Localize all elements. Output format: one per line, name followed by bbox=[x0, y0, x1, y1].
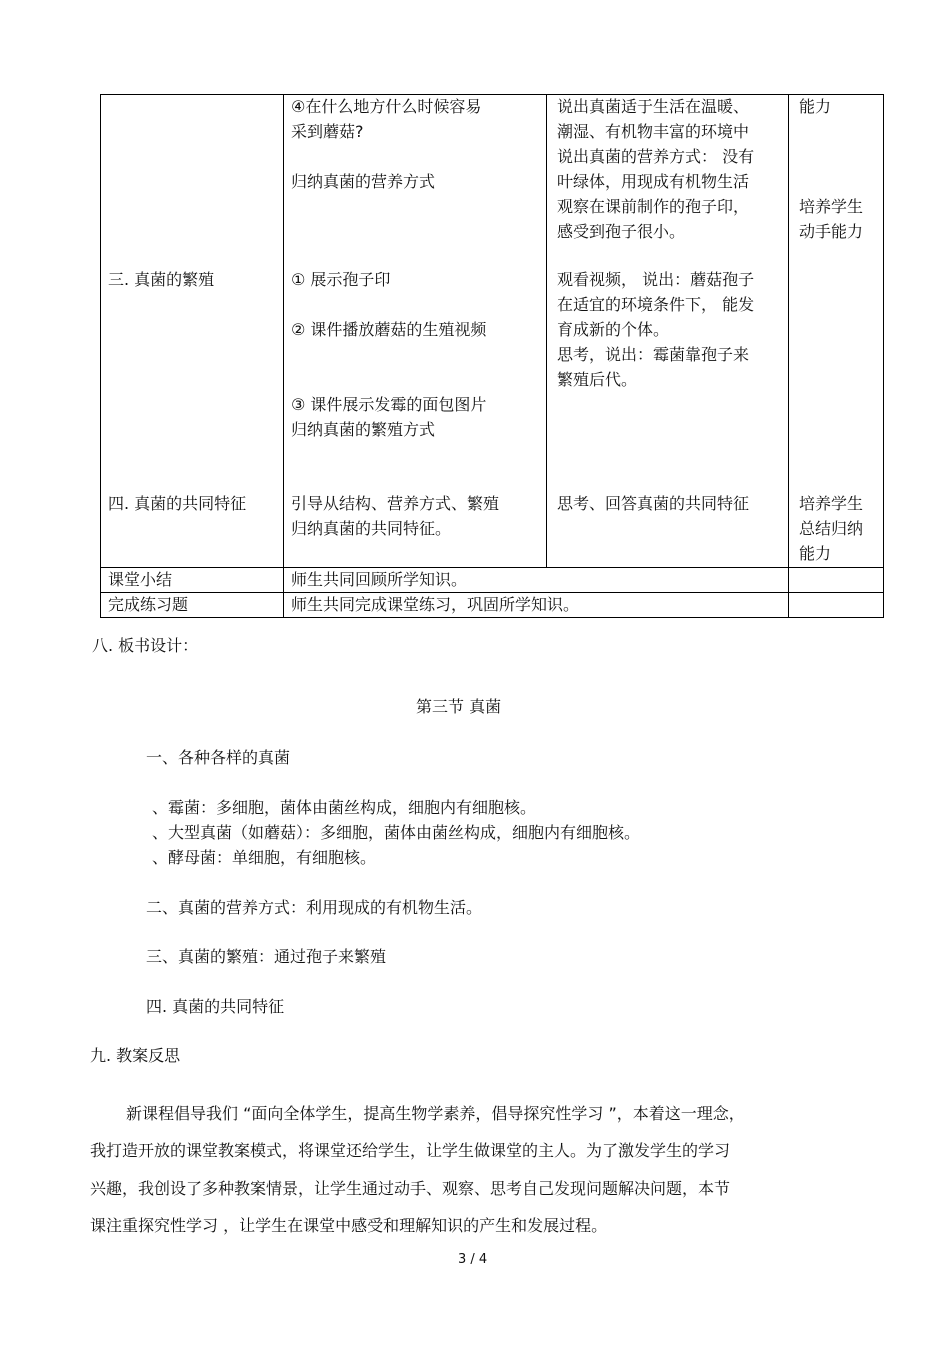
table-col-line-3 bbox=[788, 94, 789, 618]
section3-teacher-2: ② 课件播放蘑菇的生殖视频 bbox=[291, 320, 487, 339]
text-line: 潮湿、有机物丰富的环境中 bbox=[557, 122, 750, 141]
lesson-table bbox=[100, 94, 884, 618]
text-line: 繁殖后代。 bbox=[557, 370, 638, 389]
reflection-line-4: 课注重探究性学习 ，让学生在课堂中感受和理解知识的产生和发展过程。 bbox=[90, 1216, 608, 1235]
section3-title: 三. 真菌的繁殖 bbox=[108, 270, 215, 289]
section4-goal bbox=[799, 491, 863, 566]
text-line: 说出真菌的营养方式： 没有 bbox=[557, 147, 755, 166]
table-col-line-2 bbox=[546, 94, 547, 568]
text-line: 归纳真菌的共同特征。 bbox=[291, 519, 452, 538]
text-line: 能力 bbox=[799, 97, 832, 116]
text-line: 引导从结构、营养方式、繁殖 bbox=[291, 494, 500, 513]
text-line: 能力 bbox=[799, 544, 832, 563]
continuation-goal bbox=[799, 94, 831, 119]
table-row-line-1 bbox=[100, 567, 884, 568]
board-sub-3: 、酵母菌：单细胞，有细胞核。 bbox=[152, 848, 377, 867]
exercise-content: 师生共同完成课堂练习，巩固所学知识。 bbox=[291, 595, 580, 614]
exercise-label: 完成练习题 bbox=[108, 595, 189, 614]
reflection-line-2: 我打造开放的课堂教案模式，将课堂还给学生，让学生做课堂的主人。为了激发学生的学习 bbox=[90, 1141, 731, 1160]
text-line: 感受到孢子很小。 bbox=[557, 222, 686, 241]
table-col-line-1 bbox=[283, 94, 284, 618]
section3-teacher-3 bbox=[291, 392, 486, 442]
board-sub-1: 、霉菌：多细胞，菌体由菌丝构成，细胞内有细胞核。 bbox=[152, 798, 537, 817]
summary-label: 课堂小结 bbox=[108, 570, 173, 589]
text-line: 归纳真菌的繁殖方式 bbox=[291, 420, 436, 439]
continuation-student bbox=[557, 94, 754, 244]
text-line: 动手能力 bbox=[799, 222, 864, 241]
board-item-3: 三、真菌的繁殖：通过孢子来繁殖 bbox=[146, 947, 387, 966]
board-item-1: 一、各种各样的真菌 bbox=[146, 748, 291, 767]
text-line: 总结归纳 bbox=[799, 519, 864, 538]
text-line: 育成新的个体。 bbox=[557, 320, 670, 339]
section4-title: 四. 真菌的共同特征 bbox=[108, 494, 247, 513]
section4-teacher bbox=[291, 491, 499, 541]
summary-content: 师生共同回顾所学知识。 bbox=[291, 570, 468, 589]
text-line: 观看视频， 说出：蘑菇孢子 bbox=[557, 270, 755, 289]
table-border-top bbox=[100, 94, 884, 95]
board-design-heading: 八. 板书设计： bbox=[92, 636, 199, 655]
text-line: 归纳真菌的营养方式 bbox=[291, 172, 436, 191]
section4-student: 思考、回答真菌的共同特征 bbox=[557, 494, 750, 513]
text-line: 思考，说出：霉菌靠孢子来 bbox=[557, 345, 750, 364]
section3-teacher-1: ① 展示孢子印 bbox=[291, 270, 391, 289]
text-line: 说出真菌适于生活在温暖、 bbox=[557, 97, 750, 116]
board-design-title: 第三节 真菌 bbox=[416, 697, 502, 716]
text-line: 采到蘑菇? bbox=[291, 122, 364, 141]
text-line: 培养学生 bbox=[799, 494, 864, 513]
reflection-line-1: 新课程倡导我们 “面向全体学生，提高生物学素养，倡导探究性学习 ”，本着这一理念， bbox=[126, 1104, 745, 1123]
board-item-4: 四. 真菌的共同特征 bbox=[146, 997, 285, 1016]
continuation-goal-2 bbox=[799, 194, 863, 244]
text-line: 在适宜的环境条件下， 能发 bbox=[557, 295, 755, 314]
text-line: 培养学生 bbox=[799, 197, 864, 216]
text-line: 观察在课前制作的孢子印， bbox=[557, 197, 750, 216]
text-line: ③ 课件展示发霉的面包图片 bbox=[291, 395, 487, 414]
table-border-bottom bbox=[100, 617, 884, 618]
reflection-heading: 九. 教案反思 bbox=[90, 1046, 181, 1065]
reflection-line-3: 兴趣，我创设了多种教案情景，让学生通过动手、观察、思考自己发现问题解决问题，本节 bbox=[90, 1179, 731, 1198]
page-number: 3 / 4 bbox=[458, 1252, 488, 1267]
text-line: 叶绿体，用现成有机物生活 bbox=[557, 172, 750, 191]
board-item-2: 二、真菌的营养方式：利用现成的有机物生活。 bbox=[146, 898, 483, 917]
board-sub-2: 、大型真菌（如蘑菇）：多细胞，菌体由菌丝构成，细胞内有细胞核。 bbox=[152, 823, 641, 842]
table-border-right bbox=[883, 94, 884, 618]
text-line: ④在什么地方什么时候容易 bbox=[291, 97, 482, 116]
continuation-teacher bbox=[291, 94, 481, 194]
section3-student bbox=[557, 267, 754, 392]
table-border-left bbox=[100, 94, 101, 618]
